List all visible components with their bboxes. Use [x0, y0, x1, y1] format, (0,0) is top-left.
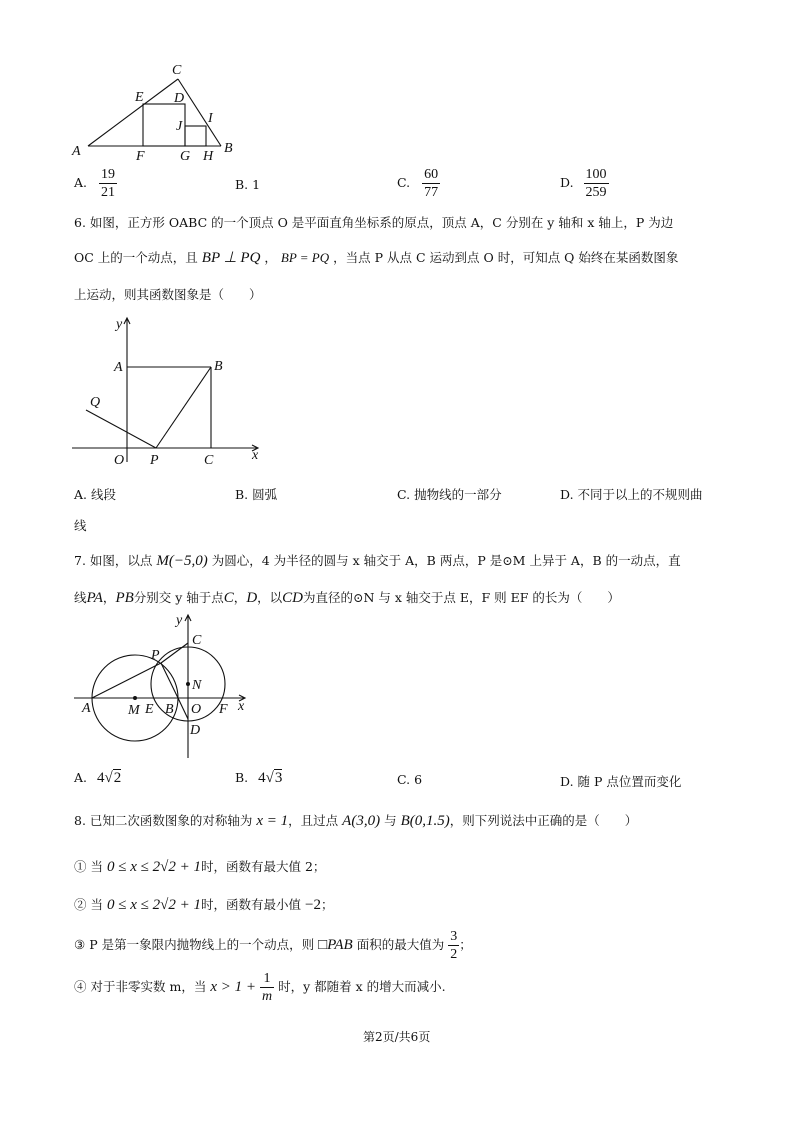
label-O: O	[114, 453, 125, 468]
label-B: B	[214, 359, 223, 374]
label-A: A	[114, 360, 123, 375]
q6-option-a[interactable]: A. 线段	[74, 487, 116, 502]
q7-option-c[interactable]: C. 6	[397, 772, 423, 787]
q6-option-b[interactable]: B. 圆弧	[235, 487, 278, 502]
q8-statement-4: ④ 对于非零实数 m，当 x > 1 + $\frac{1}{m}$ 时，y 都随着 x 的增大而减小.	[74, 971, 446, 1004]
q5-option-a[interactable]: A. $\frac{19}{21}$	[74, 167, 115, 200]
label-Q: Q	[90, 395, 101, 410]
label-A: A	[82, 701, 91, 716]
q8-statement-2: ② 当 0 ≤ x ≤ 2√2 + 1时，函数有最小值 −2；	[74, 897, 334, 913]
label-J: J	[176, 119, 183, 134]
q6-option-d[interactable]: D. 不同于以上的不规则曲	[560, 487, 703, 502]
label-I: I	[208, 111, 213, 126]
q5-option-c[interactable]: C. $\frac{60}{77}$	[397, 167, 439, 200]
label-y: y	[116, 317, 123, 332]
fraction: $\frac{19}{21}$	[101, 167, 115, 200]
label-N: N	[192, 678, 202, 693]
q6-line2: OC 上的一个动点，且 BP ⊥ PQ ， BP = PQ ，当点 P 从点 C 运动到点 O 时，可知点 Q 始终在某函数图象	[74, 250, 679, 266]
fraction: $\frac{100}{259}$	[585, 167, 607, 200]
figure-q6-square	[70, 312, 270, 472]
label-O: O	[191, 702, 202, 717]
label-P: P	[151, 648, 160, 663]
label-M: M	[128, 703, 140, 718]
q7-line1: 7. 如图，以点 M(−5,0) 为圆心，4 为半径的圆与 x 轴交于 A，B 两点，P 是⊙M 上异于 A，B 的一动点，直	[74, 553, 681, 569]
label-G: G	[180, 149, 191, 164]
label-P: P	[150, 453, 159, 468]
label-y: y	[176, 613, 183, 628]
q8-statement-1: ① 当 0 ≤ x ≤ 2√2 + 1时，函数有最大值 2；	[74, 859, 326, 875]
q6-line3: 上运动，则其函数图象是（ ）	[74, 287, 262, 302]
label-B: B	[165, 702, 174, 717]
figure-q5-triangle	[70, 62, 240, 164]
q6-option-d-continued: 线	[74, 518, 87, 533]
label-x: x	[252, 448, 259, 463]
q7-option-b[interactable]: B. 4√3	[235, 770, 283, 786]
q8-statement-3: ③ P 是第一象限内抛物线上的一个动点，则 □PAB 面积的最大值为 $\frac{3}{2}$ ；	[74, 929, 472, 962]
q5-option-d[interactable]: D. $\frac{100}{259}$	[560, 167, 607, 200]
label-C: C	[172, 63, 182, 78]
label-A: A	[72, 144, 81, 159]
q6-option-c[interactable]: C. 抛物线的一部分	[397, 487, 502, 502]
q5-option-b[interactable]: B. 1	[235, 177, 261, 192]
q7-line2: 线PA，PB分别交 y 轴于点C，D，以CD为直径的⊙N 与 x 轴交于点 E，F 则 EF 的长为（ ）	[74, 590, 620, 606]
fraction: $\frac{60}{77}$	[424, 167, 439, 200]
label-D: D	[174, 91, 185, 106]
label-C: C	[204, 453, 214, 468]
label-H: H	[203, 149, 214, 164]
fraction: $\frac{1}{m}$	[261, 971, 273, 1004]
label-D: D	[190, 723, 201, 738]
q7-option-d[interactable]: D. 随 P 点位置而变化	[560, 774, 682, 789]
q8-stem: 8. 已知二次函数图象的对称轴为 x = 1，且过点 A(3,0) 与 B(0,1.5)，则下列说法中正确的是（ ）	[74, 813, 638, 829]
q6-line1: 6. 如图，正方形 OABC 的一个顶点 O 是平面直角坐标系的原点，顶点 A，C 分别在 y 轴和 x 轴上，P 为边	[74, 215, 674, 230]
q7-option-a[interactable]: A. 4√2	[74, 770, 122, 786]
fraction: $\frac{3}{2}$	[450, 929, 458, 962]
label-F: F	[219, 702, 228, 717]
page-footer: 第2页/共6页	[363, 1030, 431, 1044]
figure-q7-circles	[70, 610, 260, 760]
label-B: B	[224, 141, 233, 156]
label-E: E	[135, 90, 144, 105]
label-C: C	[192, 633, 202, 648]
label-x: x	[238, 699, 245, 714]
label-F: F	[136, 149, 145, 164]
label-E: E	[145, 702, 154, 717]
